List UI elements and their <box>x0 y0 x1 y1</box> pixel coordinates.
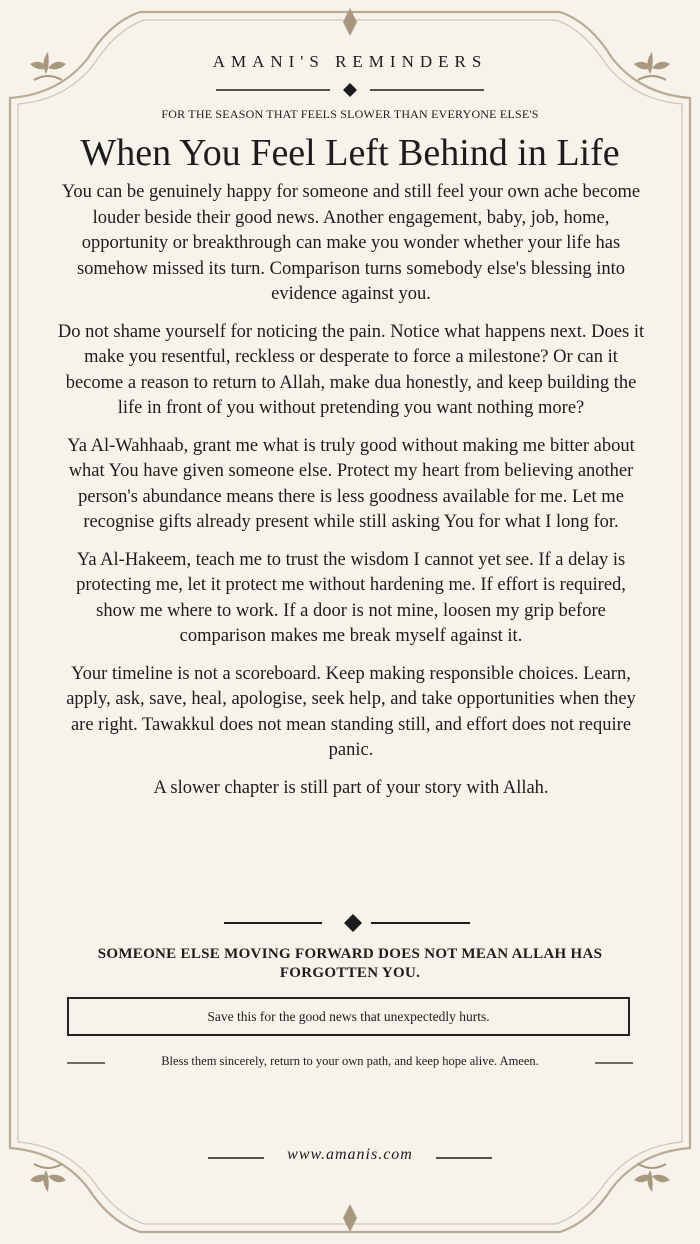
closing-line: A slower chapter is still part of your story with Allah. <box>153 777 549 798</box>
paragraph-5: Your timeline is not a scoreboard. Keep making responsible choices. Learn, apply, ask, save, heal, apologise, seek help, and take opportunities when they are right. Tawakkul does not mean standing still, and effort does not require panic. <box>66 663 636 760</box>
paragraph-1: You can be genuinely happy for someone and still feel your own ache become louder beside their good news. Another engagement, baby, job, home, opportunity or breakthrough can make you wonder whether your life has somehow missed its turn. Comparison turns somebody else's blessing into evidence against you. <box>61 182 641 304</box>
header-divider <box>216 83 484 97</box>
save-note-box <box>67 997 630 1036</box>
save-note-text: Save this for the good news that unexpectedly hurts. <box>207 1008 490 1024</box>
blessing-text: Bless them sincerely, return to your own path, and keep hope alive. Ameen. <box>161 1054 539 1068</box>
brand-name: AMANI'S REMINDERS <box>212 52 488 71</box>
callout-statement: SOMEONE ELSE MOVING FORWARD DOES NOT MEAN ALLAH HAS FORGOTTEN YOU. <box>97 946 603 981</box>
corner-ornament-bottom-right <box>634 1164 670 1192</box>
paragraph-3: Ya Al-Wahhaab, grant me what is truly good without making me bitter about what You have given someone else. Protect my heart from believing another person's abundance means there is less goodness available for me. Let me recognise gifts already present while still asking You for what I long for. <box>67 435 635 532</box>
corner-ornament-bottom-left <box>30 1164 66 1192</box>
bottom-diamond-ornament <box>343 1204 357 1232</box>
section-divider <box>224 914 470 932</box>
paragraph-2: Do not shame yourself for noticing the pain. Notice what happens next. Does it make you resentful, reckless or desperate to force a milestone? Or can it become a reason to return to Allah, make dua honestly, and keep building the life in front of you without pretending you want nothing more? <box>57 321 645 418</box>
page-title: When You Feel Left Behind in Life <box>80 132 620 174</box>
body-text <box>56 180 646 813</box>
website-link[interactable]: www.amanis.com <box>287 1146 413 1163</box>
paragraph-4: Ya Al-Hakeem, teach me to trust the wisdom I cannot yet see. If a delay is protecting me, let it protect me without hardening me. If effort is required, show me where to work. If a door is not mine, loosen my grip before comparison makes me break myself against it. <box>76 549 626 646</box>
subtitle: FOR THE SEASON THAT FEELS SLOWER THAN EVERYONE ELSE'S <box>161 107 539 121</box>
